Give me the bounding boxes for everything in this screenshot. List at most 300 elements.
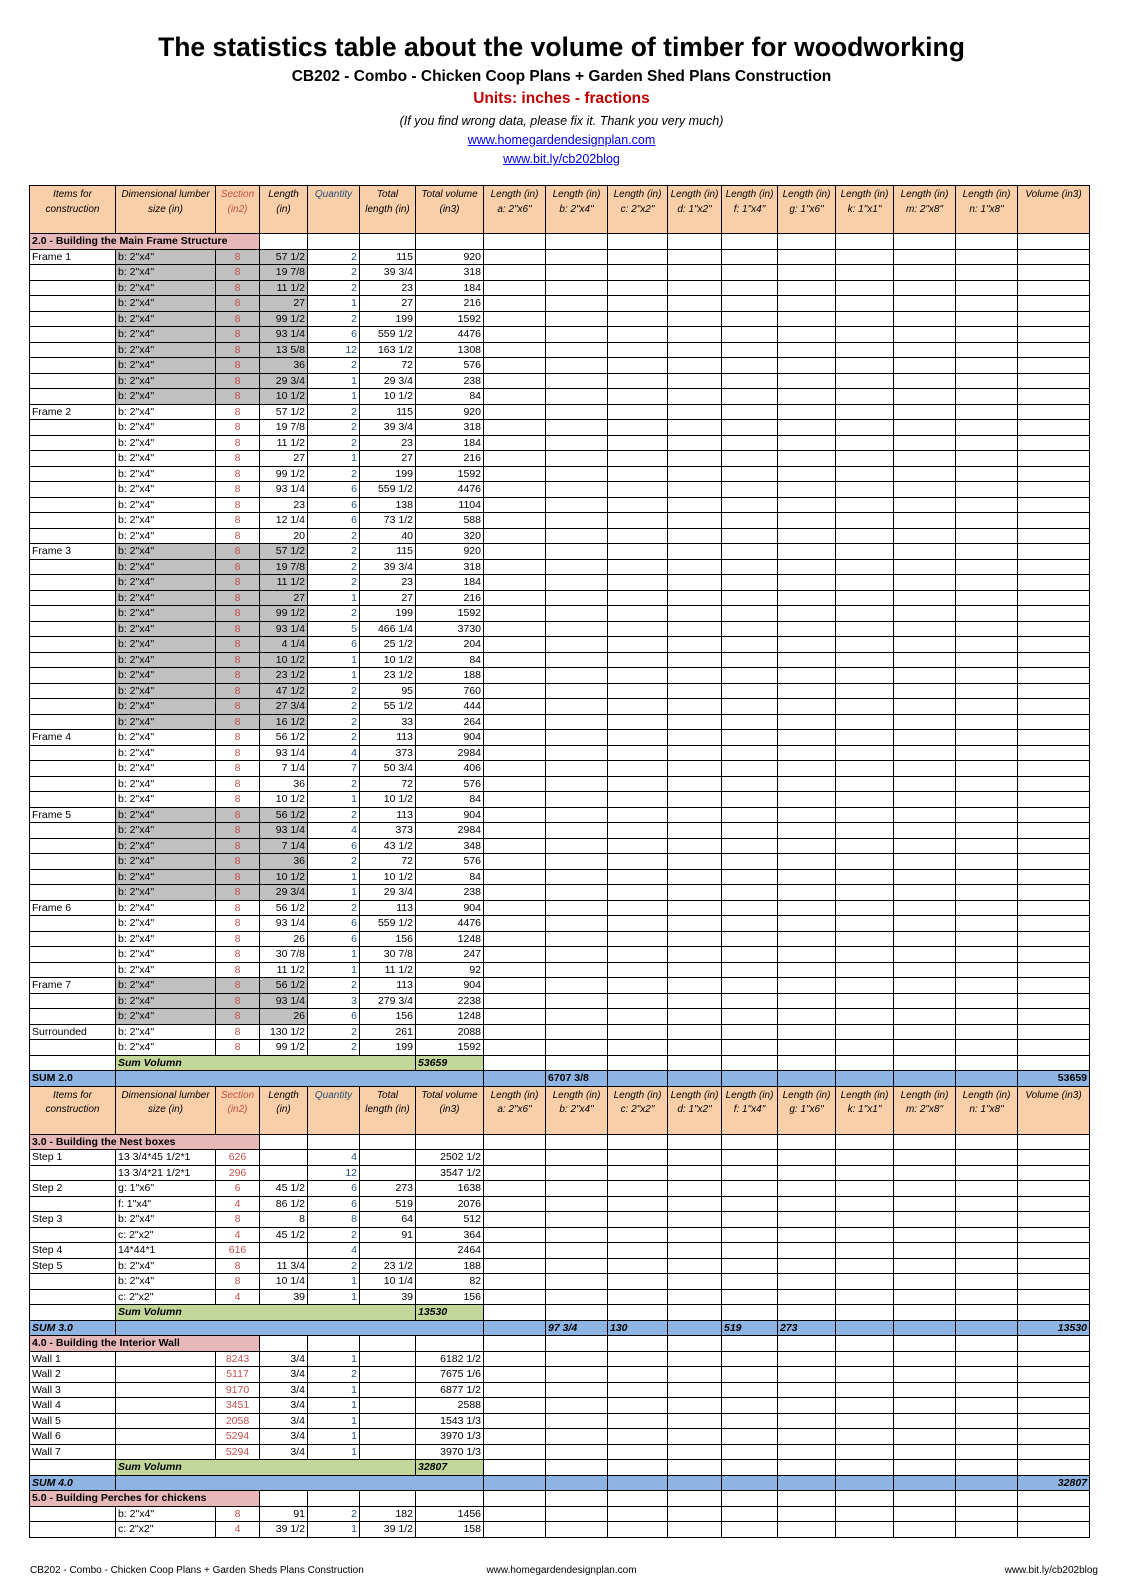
length-value: 29 3/4: [260, 373, 308, 389]
empty-cell: [608, 559, 668, 575]
empty-cell: [778, 683, 836, 699]
empty-cell: [608, 993, 668, 1009]
empty-cell: [668, 931, 722, 947]
total-volume-value: 576: [416, 358, 484, 374]
sum-volumn-value: 13530: [416, 1305, 484, 1321]
item-name: [30, 575, 116, 591]
empty-cell: [778, 1460, 836, 1476]
item-name: Frame 7: [30, 978, 116, 994]
item-name: Frame 1: [30, 249, 116, 265]
empty-cell: [894, 683, 956, 699]
empty-cell: [546, 652, 608, 668]
empty-cell: [546, 776, 608, 792]
empty-cell: [668, 854, 722, 870]
length-value: 19 7/8: [260, 420, 308, 436]
total-length-value: 23: [360, 575, 416, 591]
empty-cell: [722, 1398, 778, 1414]
quantity-value: 2: [308, 900, 360, 916]
empty-cell: [836, 234, 894, 250]
length-value: 11 1/2: [260, 575, 308, 591]
length-value: 99 1/2: [260, 311, 308, 327]
lumber-size: c: 2"x2": [116, 1522, 216, 1538]
empty-cell: [1018, 1227, 1090, 1243]
empty-cell: [1018, 1181, 1090, 1197]
lumber-size: b: 2"x4": [116, 249, 216, 265]
section-value: 8: [216, 280, 260, 296]
empty-cell: [546, 280, 608, 296]
empty-cell: [778, 652, 836, 668]
section-value: 8: [216, 823, 260, 839]
section-value: 8243: [216, 1351, 260, 1367]
length-value: 56 1/2: [260, 978, 308, 994]
total-length-value: 40: [360, 528, 416, 544]
website-link[interactable]: www.homegardendesignplan.com: [467, 133, 656, 147]
quantity-value: 4: [308, 745, 360, 761]
empty-cell: [608, 234, 668, 250]
lumber-size: b: 2"x4": [116, 404, 216, 420]
total-length-value: 73 1/2: [360, 513, 416, 529]
empty-cell: [1018, 1522, 1090, 1538]
empty-cell: [608, 900, 668, 916]
section-value: 8: [216, 621, 260, 637]
empty-cell: [836, 730, 894, 746]
empty-cell: [836, 1243, 894, 1259]
empty-cell: [484, 342, 546, 358]
total-volume-value: 238: [416, 885, 484, 901]
quantity-value: 2: [308, 544, 360, 560]
empty-cell: [836, 637, 894, 653]
total-length-value: 10 1/2: [360, 869, 416, 885]
total-length-value: [360, 1351, 416, 1367]
empty-cell: [546, 1181, 608, 1197]
empty-cell: [484, 1227, 546, 1243]
empty-cell: [116, 1071, 484, 1087]
item-name: [30, 652, 116, 668]
total-length-value: 10 1/2: [360, 652, 416, 668]
quantity-value: 1: [308, 652, 360, 668]
item-name: [30, 311, 116, 327]
length-value: 10 1/2: [260, 652, 308, 668]
length-value: 10 1/2: [260, 389, 308, 405]
total-volume-value: 158: [416, 1522, 484, 1538]
item-name: [30, 296, 116, 312]
section-value: 8: [216, 373, 260, 389]
empty-cell: [546, 1165, 608, 1181]
empty-cell: [546, 342, 608, 358]
empty-cell: [608, 435, 668, 451]
empty-cell: [722, 730, 778, 746]
empty-cell: [836, 714, 894, 730]
lumber-size: b: 2"x4": [116, 389, 216, 405]
total-volume-value: 156: [416, 1289, 484, 1305]
empty-cell: [722, 1274, 778, 1290]
empty-cell: [484, 1429, 546, 1445]
quantity-value: 1: [308, 1398, 360, 1414]
length-value: 27 3/4: [260, 699, 308, 715]
empty-cell: [836, 1055, 894, 1071]
empty-cell: [894, 1382, 956, 1398]
empty-cell: [546, 1367, 608, 1383]
item-name: [30, 1274, 116, 1290]
total-volume-value: 204: [416, 637, 484, 653]
lumber-size: b: 2"x4": [116, 807, 216, 823]
empty-cell: [778, 249, 836, 265]
section-value: 8: [216, 590, 260, 606]
quantity-value: 2: [308, 1227, 360, 1243]
table-row: [30, 854, 1090, 870]
empty-cell: [546, 962, 608, 978]
table-row: [30, 311, 1090, 327]
empty-cell: [956, 280, 1018, 296]
total-length-value: 39 3/4: [360, 265, 416, 281]
quantity-value: 2: [308, 978, 360, 994]
total-length-value: 199: [360, 1040, 416, 1056]
item-name: [30, 947, 116, 963]
empty-cell: [956, 1398, 1018, 1414]
total-volume-value: 1592: [416, 1040, 484, 1056]
quantity-value: 2: [308, 435, 360, 451]
empty-cell: [1018, 1367, 1090, 1383]
table-row: [30, 280, 1090, 296]
total-length-value: 138: [360, 497, 416, 513]
empty-cell: [894, 1336, 956, 1352]
empty-cell: [956, 435, 1018, 451]
empty-cell: [894, 776, 956, 792]
empty-cell: [778, 606, 836, 622]
quantity-value: 1: [308, 1289, 360, 1305]
empty-cell: [722, 807, 778, 823]
item-name: Wall 3: [30, 1382, 116, 1398]
table-row: [30, 1258, 1090, 1274]
empty-cell: [1018, 854, 1090, 870]
empty-cell: [484, 1165, 546, 1181]
empty-cell: [668, 513, 722, 529]
empty-cell: [956, 993, 1018, 1009]
column-header: Total length (in): [360, 186, 416, 234]
section-value: 296: [216, 1165, 260, 1181]
empty-cell: [484, 497, 546, 513]
length-value: 8: [260, 1212, 308, 1228]
empty-cell: [836, 342, 894, 358]
section-title-row: [30, 234, 1090, 250]
empty-cell: [836, 1212, 894, 1228]
column-header: Length (in) n: 1"x8": [956, 1086, 1018, 1134]
lumber-size: b: 2"x4": [116, 342, 216, 358]
empty-cell: [1018, 1055, 1090, 1071]
sum-volumn-value: 53659: [416, 1055, 484, 1071]
empty-cell: [894, 559, 956, 575]
empty-cell: [836, 358, 894, 374]
item-name: [30, 1196, 116, 1212]
total-volume-value: 3970 1/3: [416, 1444, 484, 1460]
table-row: [30, 1181, 1090, 1197]
total-volume-value: 4476: [416, 482, 484, 498]
empty-cell: [778, 993, 836, 1009]
table-row: [30, 1040, 1090, 1056]
empty-cell: [546, 497, 608, 513]
empty-cell: [722, 559, 778, 575]
section-value: 4: [216, 1227, 260, 1243]
empty-cell: [668, 652, 722, 668]
empty-cell: [484, 699, 546, 715]
table-row: [30, 916, 1090, 932]
quantity-value: 2: [308, 528, 360, 544]
section-value: 3451: [216, 1398, 260, 1414]
empty-cell: [1018, 1460, 1090, 1476]
empty-cell: [546, 311, 608, 327]
total-volume-value: 3547 1/2: [416, 1165, 484, 1181]
total-length-value: 373: [360, 823, 416, 839]
section-value: 8: [216, 885, 260, 901]
empty-cell: [894, 280, 956, 296]
column-header: Length (in) g: 1"x6": [778, 186, 836, 234]
empty-cell: [546, 265, 608, 281]
empty-cell: [668, 1367, 722, 1383]
total-length-value: 72: [360, 776, 416, 792]
empty-cell: [668, 1055, 722, 1071]
empty-cell: [484, 559, 546, 575]
empty-cell: [416, 1336, 484, 1352]
total-volume-value: 1592: [416, 606, 484, 622]
empty-cell: [778, 1413, 836, 1429]
empty-cell: [668, 1413, 722, 1429]
empty-cell: [956, 1429, 1018, 1445]
empty-cell: [778, 699, 836, 715]
empty-cell: [894, 1165, 956, 1181]
sum-value: [484, 1320, 546, 1336]
section-value: 8: [216, 358, 260, 374]
item-name: Frame 4: [30, 730, 116, 746]
lumber-size: b: 2"x4": [116, 420, 216, 436]
empty-cell: [546, 1429, 608, 1445]
empty-cell: [30, 1460, 116, 1476]
empty-cell: [836, 916, 894, 932]
empty-cell: [894, 1491, 956, 1507]
empty-cell: [956, 683, 1018, 699]
empty-cell: [484, 590, 546, 606]
section-value: 5117: [216, 1367, 260, 1383]
empty-cell: [484, 962, 546, 978]
empty-cell: [484, 1289, 546, 1305]
item-name: [30, 714, 116, 730]
empty-cell: [1018, 1212, 1090, 1228]
lumber-size: b: 2"x4": [116, 265, 216, 281]
empty-cell: [608, 1009, 668, 1025]
length-value: 56 1/2: [260, 807, 308, 823]
empty-cell: [668, 1336, 722, 1352]
empty-cell: [668, 668, 722, 684]
total-volume-value: 760: [416, 683, 484, 699]
empty-cell: [836, 993, 894, 1009]
lumber-size: b: 2"x4": [116, 327, 216, 343]
empty-cell: [116, 1475, 484, 1491]
section-value: 8: [216, 404, 260, 420]
empty-cell: [1018, 1429, 1090, 1445]
lumber-size: b: 2"x4": [116, 668, 216, 684]
sum-value: [546, 1475, 608, 1491]
length-value: 3/4: [260, 1382, 308, 1398]
empty-cell: [894, 435, 956, 451]
empty-cell: [836, 885, 894, 901]
empty-cell: [1018, 1009, 1090, 1025]
total-volume-value: 4476: [416, 916, 484, 932]
quantity-value: 1: [308, 792, 360, 808]
empty-cell: [836, 1491, 894, 1507]
blog-link[interactable]: www.bit.ly/cb202blog: [503, 152, 620, 166]
empty-cell: [778, 497, 836, 513]
empty-cell: [956, 513, 1018, 529]
quantity-value: 1: [308, 885, 360, 901]
empty-cell: [546, 451, 608, 467]
empty-cell: [894, 590, 956, 606]
empty-cell: [1018, 1305, 1090, 1321]
empty-cell: [1018, 1336, 1090, 1352]
table-row: [30, 265, 1090, 281]
empty-cell: [546, 838, 608, 854]
empty-cell: [484, 885, 546, 901]
empty-cell: [956, 1305, 1018, 1321]
empty-cell: [956, 1258, 1018, 1274]
empty-cell: [546, 683, 608, 699]
quantity-value: 2: [308, 280, 360, 296]
length-value: 7 1/4: [260, 761, 308, 777]
quantity-value: 1: [308, 869, 360, 885]
empty-cell: [778, 730, 836, 746]
quantity-value: 2: [308, 265, 360, 281]
empty-cell: [608, 296, 668, 312]
table-row: [30, 1024, 1090, 1040]
item-name: [30, 885, 116, 901]
quantity-value: 3: [308, 993, 360, 1009]
empty-cell: [778, 823, 836, 839]
empty-cell: [1018, 559, 1090, 575]
empty-cell: [546, 1336, 608, 1352]
empty-cell: [484, 838, 546, 854]
empty-cell: [608, 528, 668, 544]
quantity-value: 1: [308, 1274, 360, 1290]
total-length-value: [360, 1398, 416, 1414]
empty-cell: [894, 451, 956, 467]
empty-cell: [546, 1055, 608, 1071]
section-value: 8: [216, 435, 260, 451]
section-title: 3.0 - Building the Nest boxes: [30, 1134, 260, 1150]
total-length-value: [360, 1429, 416, 1445]
section-value: 2058: [216, 1413, 260, 1429]
empty-cell: [836, 931, 894, 947]
section-value: 8: [216, 265, 260, 281]
sum-value: 130: [608, 1320, 668, 1336]
column-header: Length (in) b: 2"x4": [546, 186, 608, 234]
section-value: 8: [216, 1274, 260, 1290]
quantity-value: 2: [308, 699, 360, 715]
section-value: 8: [216, 931, 260, 947]
sum-volumn-label: Sum Volumn: [116, 1055, 416, 1071]
total-volume-value: 576: [416, 854, 484, 870]
empty-cell: [484, 807, 546, 823]
empty-cell: [778, 1382, 836, 1398]
lumber-size: b: 2"x4": [116, 621, 216, 637]
empty-cell: [778, 280, 836, 296]
table-row: [30, 1413, 1090, 1429]
empty-cell: [608, 1429, 668, 1445]
empty-cell: [546, 528, 608, 544]
empty-cell: [668, 730, 722, 746]
empty-cell: [546, 1460, 608, 1476]
length-value: 93 1/4: [260, 916, 308, 932]
total-volume-value: 2588: [416, 1398, 484, 1414]
lumber-size: b: 2"x4": [116, 296, 216, 312]
lumber-size: b: 2"x4": [116, 900, 216, 916]
lumber-size: b: 2"x4": [116, 1506, 216, 1522]
item-name: [30, 761, 116, 777]
empty-cell: [722, 1212, 778, 1228]
empty-cell: [722, 1196, 778, 1212]
table-row: [30, 621, 1090, 637]
column-header: Volume (in3): [1018, 186, 1090, 234]
table-row: [30, 1351, 1090, 1367]
total-volume-value: 1456: [416, 1506, 484, 1522]
item-name: Frame 5: [30, 807, 116, 823]
table-row: [30, 1367, 1090, 1383]
lumber-size: b: 2"x4": [116, 590, 216, 606]
total-volume-value: 82: [416, 1274, 484, 1290]
empty-cell: [1018, 1398, 1090, 1414]
lumber-size: b: 2"x4": [116, 559, 216, 575]
item-name: [30, 621, 116, 637]
empty-cell: [668, 1009, 722, 1025]
item-name: [30, 373, 116, 389]
empty-cell: [722, 249, 778, 265]
length-value: 57 1/2: [260, 544, 308, 560]
empty-cell: [956, 869, 1018, 885]
empty-cell: [1018, 342, 1090, 358]
empty-cell: [722, 1336, 778, 1352]
column-header: Length (in) m: 2"x8": [894, 1086, 956, 1134]
section-value: 8: [216, 761, 260, 777]
empty-cell: [722, 265, 778, 281]
empty-cell: [484, 404, 546, 420]
empty-cell: [894, 513, 956, 529]
empty-cell: [608, 1274, 668, 1290]
empty-cell: [778, 1367, 836, 1383]
total-volume-value: 216: [416, 296, 484, 312]
length-value: 86 1/2: [260, 1196, 308, 1212]
empty-cell: [778, 1258, 836, 1274]
empty-cell: [778, 1429, 836, 1445]
lumber-size: b: 2"x4": [116, 637, 216, 653]
table-row: [30, 249, 1090, 265]
empty-cell: [836, 1258, 894, 1274]
empty-cell: [894, 249, 956, 265]
total-length-value: 519: [360, 1196, 416, 1212]
empty-cell: [668, 699, 722, 715]
empty-cell: [956, 745, 1018, 761]
total-volume-value: 904: [416, 807, 484, 823]
empty-cell: [546, 1258, 608, 1274]
empty-cell: [484, 1398, 546, 1414]
sum-value: [608, 1071, 668, 1087]
empty-cell: [668, 885, 722, 901]
empty-cell: [778, 482, 836, 498]
empty-cell: [484, 916, 546, 932]
empty-cell: [1018, 1382, 1090, 1398]
empty-cell: [608, 249, 668, 265]
footer-right: www.bit.ly/cb202blog: [1004, 1565, 1098, 1576]
empty-cell: [836, 1009, 894, 1025]
empty-cell: [956, 466, 1018, 482]
total-length-value: 25 1/2: [360, 637, 416, 653]
empty-cell: [778, 575, 836, 591]
